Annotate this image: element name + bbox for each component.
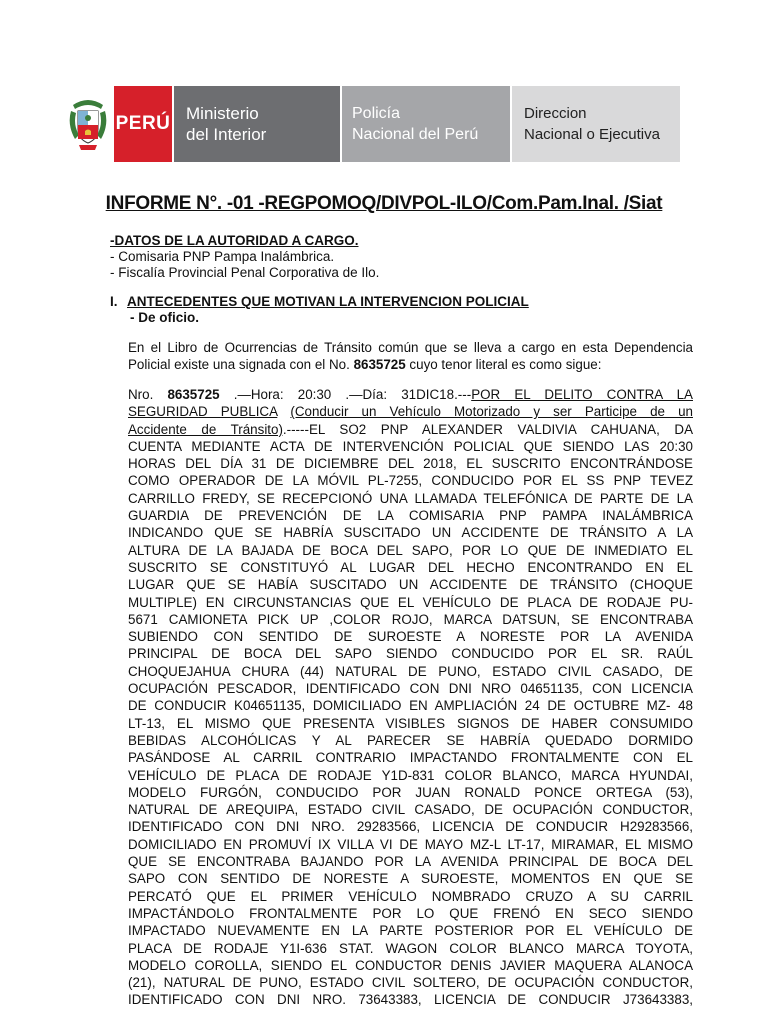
- ministerio-line1: Ministerio: [186, 104, 259, 123]
- record-narrative-line: INDICANDO QUE SE HABRÍA SUSCITADO UN ACCIDENTE DE TRÁNSITO A LA: [128, 525, 693, 541]
- policia-line1: Policía: [352, 105, 401, 122]
- record-narrative-line: SUSCRITO SE CONSTITUYÓ AL LUGAR DEL HECHO ENCONTRANDO EN EL: [128, 559, 693, 575]
- intro-line-1: En el Libro de Ocurrencias de Tránsito común que se lleva a cargo en esta Dependencia: [128, 340, 693, 355]
- record-offense-end: SEGURIDAD PUBLICA: [128, 404, 278, 420]
- record-narrative-line: OCUPACIÓN PESCADOR, IDENTIFICADO CON DNI NRO 04651135, CON LICENCIA: [128, 681, 693, 697]
- section-subheading: - De oficio.: [130, 310, 200, 325]
- record-narrative-line: DE CONDUCIR K04651135, DOMICILIADO EN AMPLIACIÓN 24 DE OCTUBRE MZ- 48: [128, 698, 693, 714]
- record-narrative-line: IDENTIFICADO CON DNI NRO. 29283566, LICENCIA DE CONDUCIR H29283566,: [128, 819, 693, 835]
- peru-coat-of-arms-icon: [62, 86, 114, 162]
- record-narrative-line: ALTURA DE LA BAJADA DE BOCA DEL SAPO, POR LO QUE DE INMEDIATO EL: [128, 542, 693, 558]
- direccion-line1: Direccion: [524, 105, 587, 122]
- record-narrative-line: BEBIDAS ALCOHÓLICAS Y AL PARECER SE HABRÍA QUEDADO DORMIDO: [128, 732, 693, 748]
- record-line-1: [128, 386, 693, 403]
- record-narrative-line: VEHÍCULO DE PLACA DE RODAJE Y1D-831 COLOR BLANCO, MARCA HYUNDAI,: [128, 767, 693, 783]
- document-title: INFORME N°. -01 -REGPOMOQ/DIVPOL-ILO/Com.Pam.Inal. /Siat: [105, 193, 663, 214]
- record-paragraph: [128, 386, 693, 1009]
- peru-brand-block: [114, 86, 172, 162]
- autoridad-item-2: - Fiscalía Provincial Penal Corporativa de Ilo.: [110, 265, 380, 280]
- record-narrative-line: GUARDIA DE PREVENCIÓN DE LA COMISARIA PNP PAMPA INALÁMBRICA: [128, 508, 693, 524]
- intro-line-2: [128, 356, 693, 373]
- record-narrative-line: CARRILLO FREDY, SE RECEPCIONÓ UNA LLAMADA TELEFÓNICA DE PARTE DE LA: [128, 490, 693, 506]
- record-narrative-line: LT-13, EL MISMO QUE PRESENTA VISIBLES SIGNOS DE HABER CONSUMIDO: [128, 715, 693, 731]
- intro-line-2-b: cuyo tenor literal es como sigue:: [405, 357, 602, 373]
- institutional-header-banner: [62, 86, 686, 162]
- record-offense-start: POR EL DELITO CONTRA LA: [471, 387, 693, 402]
- record-officer: .-----EL SO2 PNP ALEXANDER VALDIVIA CAHUANA, DA: [282, 421, 693, 437]
- section-heading: ANTECEDENTES QUE MOTIVAN LA INTERVENCION POLICIAL: [127, 294, 529, 309]
- direccion-line2: Nacional o Ejecutiva: [524, 126, 660, 143]
- record-narrative-line: MODELO FURGÓN, CONDUCIDO POR JUAN RONALD PONCE ORTEGA (53),: [128, 784, 693, 800]
- policia-line2: Nacional del Perú: [352, 126, 479, 143]
- record-narrative-line: SUBIENDO CON SENTIDO DE SUROESTE A NORESTE POR LA AVENIDA: [128, 629, 693, 645]
- record-nro-label: Nro.: [128, 387, 168, 402]
- record-narrative-line: IMPACTADO NUEVAMENTE EN LA PARTE POSTERIOR POR EL VEHÍCULO DE: [128, 923, 693, 939]
- policia-block: [340, 86, 510, 162]
- record-narrative-line: (21), NATURAL DE PUNO, ESTADO CIVIL SOLTERO, DE OCUPACIÓN CONDUCTOR,: [128, 975, 693, 991]
- record-narrative-line: QUE SE ENCONTRABA BAJANDO POR LA AVENIDA PRINCIPAL DE BOCA DEL: [128, 854, 693, 870]
- direccion-block: [510, 86, 680, 162]
- record-narrative-line: DOMICILIADO EN PROMUVÍ IX VILLA VI DE MAYO MZ-L LT-17, MIRAMAR, EL MISMO: [128, 836, 693, 852]
- record-narrative-line: COMO OPERADOR DE LA MÓVIL PL-7255, CONDUCIDO POR EL SS PNP TEVEZ: [128, 473, 693, 489]
- record-narrative-line: IMPACTÁNDOLO FRONTALMENTE POR LO QUE FRENÓ EN SECO SIENDO: [128, 905, 693, 921]
- section-number: I.: [110, 294, 118, 309]
- record-narrative-line: CHOQUEJAHUA CHURA (44) NATURAL DE PUNO, ESTADO CIVIL CASADO, DE: [128, 663, 693, 679]
- record-narrative-line: 5671 CAMIONETA PICK UP ,COLOR ROJO, MARCA DATSUN, SE ENCONTRABA: [128, 611, 693, 627]
- record-number: 8635725: [167, 387, 220, 402]
- record-narrative-line: PASÁNDOSE AL CARRIL CONTRARIO IMPACTANDO FRONTALMENTE CON EL: [128, 750, 693, 766]
- intro-record-number: 8635725: [353, 357, 406, 373]
- record-narrative: [128, 438, 693, 1009]
- ministerio-block: [172, 86, 340, 162]
- record-time-date: .—Hora: 20:30 .—Día: 31DIC18.---: [219, 387, 472, 402]
- intro-paragraph: [128, 339, 693, 374]
- record-narrative-line: IDENTIFICADO CON DNI NRO. 73643383, LICENCIA DE CONDUCIR J73643383,: [128, 992, 693, 1008]
- autoridad-item-1: - Comisaria PNP Pampa Inalámbrica.: [110, 249, 335, 264]
- record-narrative-line: CUENTA MEDIANTE ACTA DE INTERVENCIÓN POLICIAL QUE SIENDO LAS 20:30: [128, 438, 693, 454]
- record-narrative-line: PRINCIPAL DE BOCA DEL SAPO SIENDO CONDUCIDO POR EL SR. RAÚL: [128, 646, 693, 662]
- record-line-3: [128, 421, 693, 438]
- peru-label: PERÚ: [115, 113, 171, 134]
- record-line-2: [128, 403, 693, 420]
- record-narrative-line: HORAS DEL DÍA 31 DE DICIEMBRE DEL 2018, EL SUSCRITO ENCONTRÁNDOSE: [128, 456, 693, 472]
- intro-line-2-a: Policial existe una signada con el No.: [128, 357, 350, 373]
- record-narrative-line: SAPO CON SENTIDO DE NORESTE A SUROESTE, MOMENTOS EN QUE SE: [128, 871, 693, 887]
- autoridad-heading: -DATOS DE LA AUTORIDAD A CARGO.: [110, 233, 359, 248]
- record-narrative-line: MULTIPLE) EN CIRCUNSTANCIAS QUE EL VEHÍCULO DE PLACA DE RODAJE PU-: [128, 594, 693, 610]
- ministerio-line2: del Interior: [186, 125, 267, 144]
- record-offense-detail-end: Accidente de Tránsito): [128, 421, 283, 437]
- record-narrative-line: NATURAL DE AREQUIPA, ESTADO CIVIL CASADO, DE OCUPACIÓN CONDUCTOR,: [128, 802, 693, 818]
- record-narrative-line: PLACA DE RODAJE Y1I-636 STAT. WAGON COLOR BLANCO MARCA TOYOTA,: [128, 940, 693, 956]
- record-narrative-line: PERCATÓ QUE EL PRIMER VEHÍCULO NOMBRADO CRUZO A SU CARRIL: [128, 888, 693, 904]
- record-narrative-line: LUGAR QUE SE HABÍA SUSCITADO UN ACCIDENTE DE TRÁNSITO (CHOQUE: [128, 577, 693, 593]
- record-narrative-line: MODELO COROLLA, SIENDO EL CONDUCTOR DENIS JAVIER MAQUERA ALANOCA: [128, 957, 693, 973]
- record-offense-detail: (Conducir un Vehículo Motorizado y ser Participe de un: [290, 404, 693, 420]
